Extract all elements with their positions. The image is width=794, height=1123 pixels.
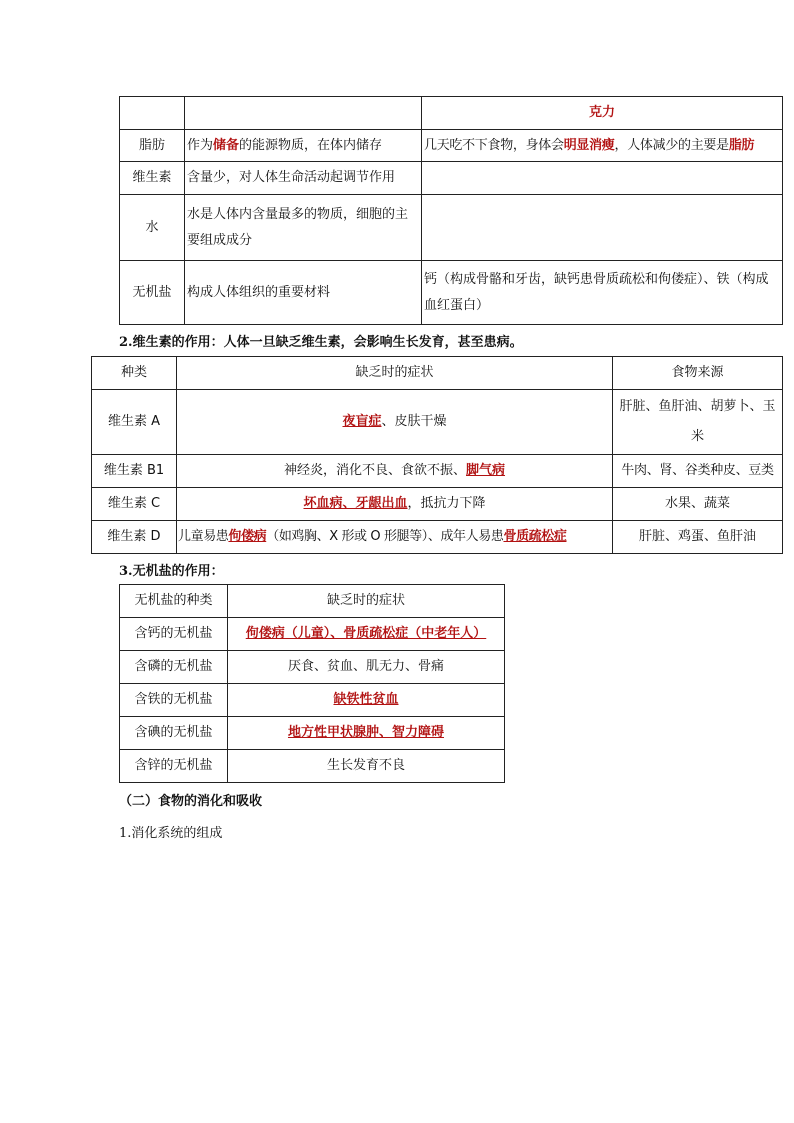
cell-text: ，人体减少的主要是: [614, 137, 729, 153]
table-header-cell: 克力: [422, 97, 783, 130]
mineral-symptom: 厌食、贫血、肌无力、骨痛: [228, 651, 505, 684]
table-cell: [422, 162, 783, 195]
table-row: [120, 750, 505, 783]
table-cell: 含量少，对人体生命活动起调节作用: [185, 162, 422, 195]
cell-text: 的能源物质，在体内储存: [239, 137, 383, 153]
vitamin-kind: 维生素 D: [92, 521, 177, 554]
food-source: 肝脏、鱼肝油、胡萝卜、玉米: [613, 390, 783, 455]
table-row: [120, 618, 505, 651]
table-cell: [177, 390, 613, 455]
table-row: [92, 521, 783, 554]
vitamin-kind: 维生素 A: [92, 390, 177, 455]
highlight-text: 脚气病: [466, 463, 506, 478]
mineral-kind: 含锌的无机盐: [120, 750, 228, 783]
table-cell: [177, 521, 613, 554]
table-cell: [422, 195, 783, 261]
nutrient-table: [119, 96, 783, 325]
table-cell: 钙（构成骨骼和牙齿，缺钙患骨质疏松和佝偻症）、铁（构成血红蛋白）: [422, 261, 783, 325]
food-source: 肝脏、鸡蛋、鱼肝油: [613, 521, 783, 554]
table-row: [120, 585, 505, 618]
cell-text: 作为: [187, 137, 214, 153]
food-source: 水果、蔬菜: [613, 488, 783, 521]
nutrient-name: 维生素: [120, 162, 185, 195]
highlight-text: 明显消瘦: [563, 137, 615, 153]
mineral-symptom: 生长发育不良: [228, 750, 505, 783]
vitamin-table: [91, 356, 783, 554]
table-header-cell: 缺乏时的症状: [177, 357, 613, 390]
mineral-table: [119, 584, 505, 783]
mineral-kind: 含磷的无机盐: [120, 651, 228, 684]
highlight-text: 夜盲症: [342, 414, 382, 429]
table-cell: 水是人体内含量最多的物质，细胞的主要组成成分: [185, 195, 422, 261]
highlight-text: 骨质疏松症: [503, 529, 567, 544]
table-header-cell: 种类: [92, 357, 177, 390]
mineral-symptom: 佝偻病（儿童）、骨质疏松症（中老年人）: [228, 618, 505, 651]
table-cell: [185, 130, 422, 162]
table-header-cell: 无机盐的种类: [120, 585, 228, 618]
table-cell: [422, 130, 783, 162]
table-row: [92, 488, 783, 521]
table-cell: [185, 97, 422, 130]
vitamin-kind: 维生素 B1: [92, 455, 177, 488]
mineral-kind: 含碘的无机盐: [120, 717, 228, 750]
mineral-symptom: 缺铁性贫血: [228, 684, 505, 717]
table-row: [120, 651, 505, 684]
nutrient-name: 无机盐: [120, 261, 185, 325]
cell-text: 神经炎，消化不良、食欲不振、: [283, 463, 466, 478]
cell-text: （如鸡胸、X 形或 O 形腿等）、成年人易患: [266, 529, 504, 544]
mineral-kind: 含铁的无机盐: [120, 684, 228, 717]
table-row: [120, 195, 783, 261]
cell-text: 、皮肤干燥: [381, 414, 447, 429]
table-row: [120, 717, 505, 750]
cell-text: ，抵抗力下降: [407, 496, 486, 511]
table-row: [120, 684, 505, 717]
section-heading: 2.维生素的作用：人体一旦缺乏维生素，会影响生长发育，甚至患病。: [119, 335, 523, 350]
section-heading: （二）食物的消化和吸收: [119, 794, 263, 809]
table-header-cell: 食物来源: [613, 357, 783, 390]
table-row: [120, 97, 783, 130]
table-cell: 构成人体组织的重要材料: [185, 261, 422, 325]
table-row: [92, 390, 783, 455]
vitamin-kind: 维生素 C: [92, 488, 177, 521]
table-row: [120, 162, 783, 195]
section-heading: 3.无机盐的作用：: [119, 564, 224, 579]
cell-text: 几天吃不下食物，身体会: [424, 137, 564, 153]
subsection-heading: 1.消化系统的组成: [119, 826, 223, 841]
nutrient-name: 脂肪: [120, 130, 185, 162]
table-row: [92, 357, 783, 390]
highlight-text: 脂肪: [728, 137, 755, 153]
highlight-text: 佝偻病: [228, 529, 267, 544]
table-cell: [177, 488, 613, 521]
table-cell: [177, 455, 613, 488]
mineral-kind: 含钙的无机盐: [120, 618, 228, 651]
highlight-text: 坏血病、牙龈出血: [303, 496, 408, 511]
table-cell: [120, 97, 185, 130]
mineral-symptom: 地方性甲状腺肿、智力障碍: [228, 717, 505, 750]
food-source: 牛肉、肾、谷类种皮、豆类: [613, 455, 783, 488]
table-header-cell: 缺乏时的症状: [228, 585, 505, 618]
table-row: [120, 261, 783, 325]
highlight-text: 储备: [213, 137, 240, 153]
table-row: [120, 130, 783, 162]
nutrient-name: 水: [120, 195, 185, 261]
table-row: [92, 455, 783, 488]
cell-text: 儿童易患: [178, 529, 229, 544]
